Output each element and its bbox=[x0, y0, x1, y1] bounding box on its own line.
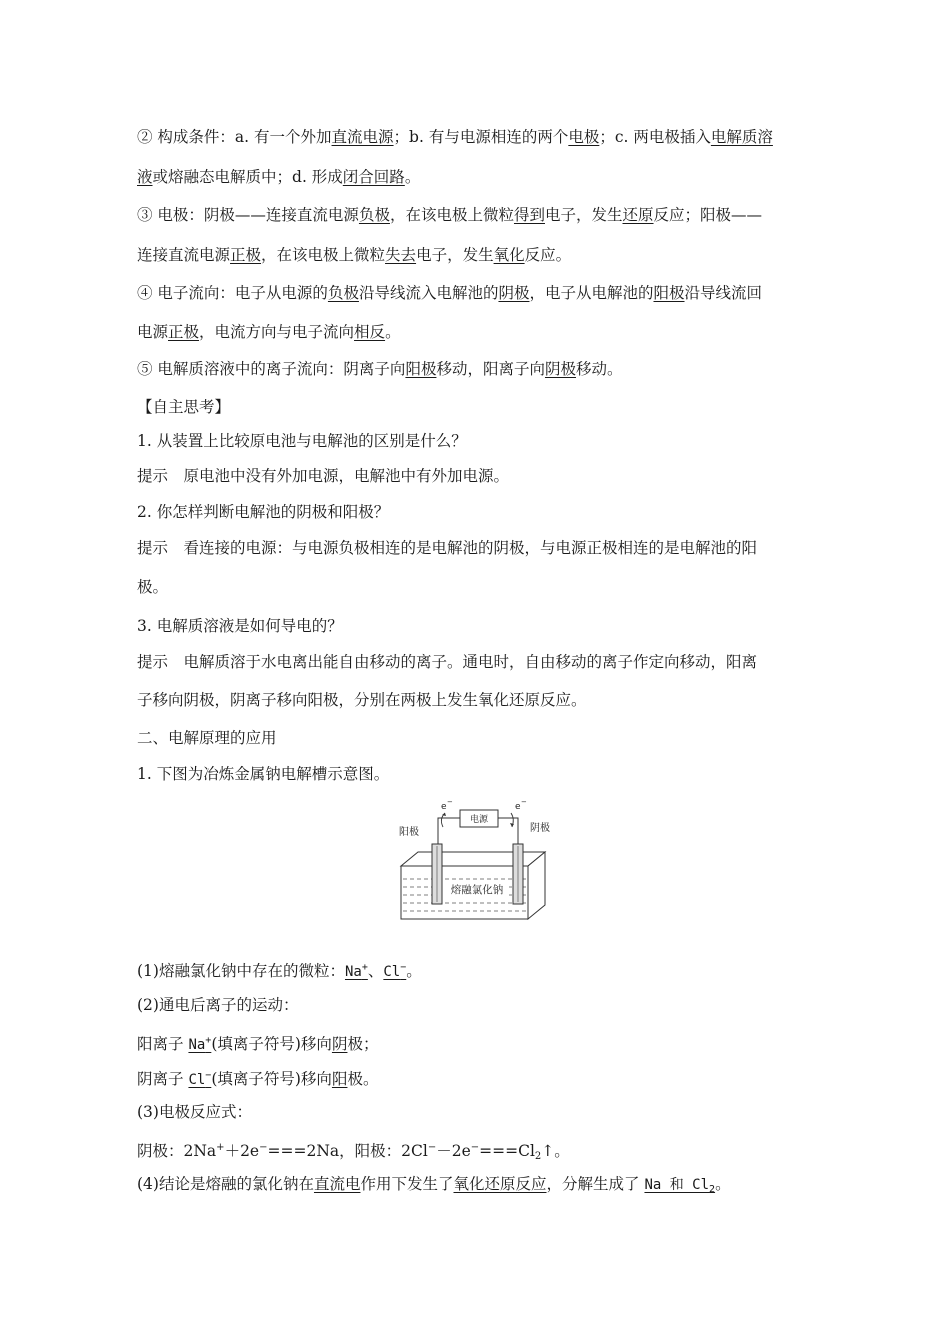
answer-blank: 阴极 bbox=[544, 360, 576, 378]
answer-blank: 阳极 bbox=[653, 284, 685, 302]
answer-blank: 相反 bbox=[354, 323, 386, 341]
hint-1: 提示 原电池中没有外加电源，电解池中有外加电源。 bbox=[137, 467, 510, 485]
wire-right bbox=[498, 818, 518, 844]
text: 。 bbox=[404, 168, 421, 186]
text: ；c. 两电极插入 bbox=[599, 128, 711, 146]
answer-blank: 阳极 bbox=[405, 360, 437, 378]
text: 。 bbox=[715, 1175, 731, 1193]
answer-blank: 负极 bbox=[327, 284, 359, 302]
cathode-label: 阴极 bbox=[530, 823, 550, 834]
sub-3-electrode-reactions: (3)电极反应式： bbox=[137, 1103, 252, 1121]
answer-blank: 正极 bbox=[168, 323, 200, 341]
text: 移动，阳离子向 bbox=[436, 360, 545, 378]
text: ↑。 bbox=[541, 1142, 570, 1160]
answer-blank: Na+ bbox=[344, 962, 368, 980]
answer-blank: Na 和 $Cl_2$ bbox=[644, 1177, 716, 1195]
tank-side bbox=[528, 852, 545, 919]
answer-blank: 还原 bbox=[622, 206, 654, 224]
answer-blank: 液 bbox=[137, 168, 153, 186]
answer-blank: 直流电源 bbox=[331, 128, 394, 146]
answer-blank: 直流电 bbox=[313, 1175, 361, 1193]
section-heading-self-thinking: 【自主思考】 bbox=[137, 398, 231, 416]
text: 反应；阳极—— bbox=[653, 206, 763, 224]
electron-right-label: e bbox=[515, 802, 521, 812]
text: 沿导线流回 bbox=[684, 284, 763, 302]
text: ，电子从电解池的 bbox=[529, 284, 654, 302]
line-electron-flow-cont bbox=[137, 322, 401, 342]
electrode-equations: 阴极：2Na+＋2e−===2Na，阳极：$2Cl^--2e^-===Cl_2↑$。 bbox=[137, 1142, 570, 1162]
text: 沿导线流入电解池的 bbox=[358, 284, 499, 302]
text: 。 bbox=[406, 962, 422, 980]
answer-blank: 氧化 bbox=[493, 246, 525, 264]
text: ② 构成条件：a. 有一个外加 bbox=[137, 128, 332, 146]
hint-3: 提示 电解质溶于水电离出能自由移动的离子。通电时，自由移动的离子作定向移动，阳离 bbox=[137, 653, 758, 671]
line-electrodes-cont bbox=[137, 245, 571, 265]
electron-left-label: e bbox=[441, 802, 447, 812]
power-supply-label: 电源 bbox=[469, 815, 489, 825]
electron-left-charge: − bbox=[447, 798, 453, 806]
text: 电子，发生 bbox=[416, 246, 494, 264]
answer-blank: 负极 bbox=[358, 206, 390, 224]
electron-right-charge: − bbox=[521, 798, 527, 806]
answer-blank: 失去 bbox=[385, 246, 417, 264]
answer-blank: 阴 bbox=[331, 1035, 348, 1053]
text: 或熔融态电解质中；d. 形成 bbox=[152, 168, 343, 186]
answer-blank: 得到 bbox=[513, 206, 545, 224]
text: 电源 bbox=[137, 323, 169, 341]
text: ；b. 有与电源相连的两个 bbox=[393, 128, 569, 146]
hint-2-cont: 极。 bbox=[137, 578, 169, 596]
text: 反应。 bbox=[524, 246, 572, 264]
text: (1)熔融氯化钠中存在的微粒： bbox=[137, 962, 345, 980]
text: 。 bbox=[385, 323, 401, 341]
text: ③ 电极：阴极——连接直流电源 bbox=[137, 206, 359, 224]
text: 移动。 bbox=[575, 360, 623, 378]
text: ，在该电极上微粒 bbox=[389, 206, 514, 224]
answer-blank: Cl− bbox=[383, 962, 407, 980]
text: 阴离子 bbox=[137, 1070, 189, 1088]
cation-motion bbox=[137, 1031, 378, 1055]
text: 、 bbox=[367, 962, 384, 980]
text: (填离子符号)移向 bbox=[211, 1070, 332, 1088]
line-electrodes bbox=[137, 205, 762, 225]
answer-blank: 电极 bbox=[568, 128, 600, 146]
text: 电子，发生 bbox=[544, 206, 623, 224]
text: 作用下发生了 bbox=[360, 1175, 454, 1193]
question-1: 1. 从装置上比较原电池与电解池的区别是什么？ bbox=[137, 432, 467, 450]
text: ===Cl bbox=[479, 1142, 535, 1160]
answer-blank: Na+ bbox=[188, 1035, 212, 1053]
text: (填离子符号)移向 bbox=[211, 1035, 332, 1053]
answer-blank: 闭合回路 bbox=[342, 168, 405, 186]
text: 极； bbox=[347, 1035, 379, 1053]
item-1-intro: 1. 下图为冶炼金属钠电解槽示意图。 bbox=[137, 765, 390, 783]
text: ===2Na，阳极：2Cl bbox=[267, 1142, 428, 1160]
section-heading-application: 二、电解原理的应用 bbox=[137, 729, 277, 747]
question-3: 3. 电解质溶液是如何导电的？ bbox=[137, 617, 343, 635]
text: ＋2e bbox=[224, 1142, 260, 1160]
hint-3-cont: 子移向阴极，阴离子移向阳极，分别在两极上发生氧化还原反应。 bbox=[137, 691, 587, 709]
sub-4-conclusion bbox=[137, 1174, 731, 1200]
answer-blank: 阳 bbox=[331, 1070, 348, 1088]
text: (4)结论是熔融的氯化钠在 bbox=[137, 1175, 314, 1193]
text: 阳离子 bbox=[137, 1035, 189, 1053]
text: ⑤ 电解质溶液中的离子流向：阴离子向 bbox=[137, 360, 406, 378]
question-2: 2. 你怎样判断电解池的阴极和阳极？ bbox=[137, 503, 390, 521]
answer-blank: 阴极 bbox=[498, 284, 530, 302]
line-conditions-cont bbox=[137, 167, 420, 187]
text: 阴极：2Na bbox=[137, 1142, 217, 1160]
line-ion-flow bbox=[137, 359, 623, 379]
hint-2: 提示 看连接的电源：与电源负极相连的是电解池的阴极，与电源正极相连的是电解池的阳 bbox=[137, 539, 758, 557]
answer-blank: 氧化还原反应 bbox=[453, 1175, 547, 1193]
answer-blank: 电解质溶 bbox=[710, 128, 773, 146]
electrolysis-cell-diagram bbox=[393, 797, 553, 925]
text: 连接直流电源 bbox=[137, 246, 231, 264]
text: ，电流方向与电子流向 bbox=[199, 323, 355, 341]
answer-blank: Cl− bbox=[188, 1070, 212, 1088]
text: 极。 bbox=[347, 1070, 379, 1088]
text: ，分解生成了 bbox=[546, 1175, 645, 1193]
line-electron-flow bbox=[137, 283, 762, 303]
molten-nacl-label: 熔融氯化钠 bbox=[450, 884, 504, 896]
text: －2e bbox=[436, 1142, 471, 1160]
sub-2-ion-motion: (2)通电后离子的运动： bbox=[137, 996, 299, 1014]
text: ④ 电子流向：电子从电源的 bbox=[137, 284, 328, 302]
answer-blank: 正极 bbox=[230, 246, 262, 264]
sub-1-particles bbox=[137, 958, 422, 982]
line-conditions bbox=[137, 127, 773, 147]
anode-label: 阳极 bbox=[399, 827, 419, 838]
anion-motion bbox=[137, 1066, 378, 1090]
text: ，在该电极上微粒 bbox=[261, 246, 386, 264]
